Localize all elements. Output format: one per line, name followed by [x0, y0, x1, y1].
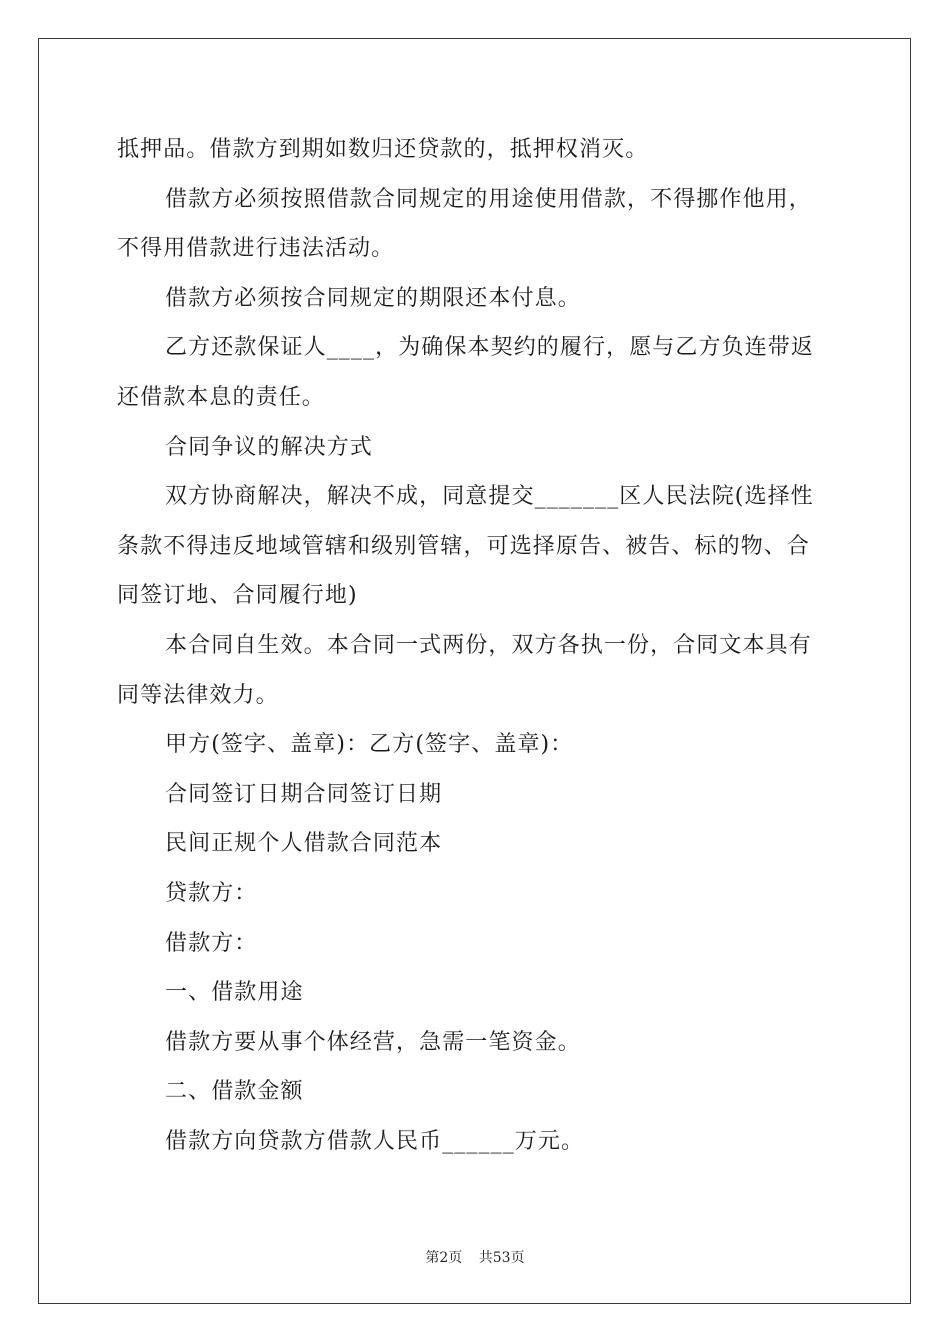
- page-number: 第2页: [425, 1250, 463, 1266]
- body-line-8: 双方协商解决，解决不成，同意提交_______区人民法院(选择性: [165, 484, 814, 510]
- document-body: [117, 125, 835, 1166]
- body-line-3: 不得用借款进行违法活动。: [117, 236, 395, 262]
- body-line-10: 同签订地、合同履行地): [117, 583, 358, 609]
- body-line-6: 还借款本息的责任。: [117, 384, 325, 410]
- body-line-19: 借款方要从事个体经营，急需一笔资金。: [165, 1029, 581, 1055]
- lender-label: 贷款方：: [165, 880, 258, 906]
- page-footer: [0, 1247, 950, 1267]
- body-line-9: 条款不得违反地域管辖和级别管辖，可选择原告、被告、标的物、合: [117, 533, 811, 559]
- body-line-5: 乙方还款保证人____，为确保本契约的履行，愿与乙方负连带返: [165, 335, 815, 361]
- section-heading-dispute: 合同争议的解决方式: [165, 434, 373, 460]
- body-line-4: 借款方必须按合同规定的期限还本付息。: [165, 285, 581, 311]
- body-line-21: 借款方向贷款方借款人民币______万元。: [165, 1128, 585, 1154]
- section-heading-amount: 二、借款金额: [165, 1079, 304, 1105]
- body-line-12: 同等法律效力。: [117, 682, 279, 708]
- signature-line: 甲方(签字、盖章)：乙方(签字、盖章)：: [165, 732, 574, 758]
- signing-date-line: 合同签订日期合同签订日期: [165, 781, 443, 807]
- contract-title: 民间正规个人借款合同范本: [165, 831, 443, 857]
- page-total: 共53页: [478, 1250, 525, 1266]
- body-line-2: 借款方必须按照借款合同规定的用途使用借款，不得挪作他用，: [165, 186, 812, 212]
- body-line-1: 抵押品。借款方到期如数归还贷款的，抵押权消灭。: [117, 137, 649, 162]
- section-heading-purpose: 一、借款用途: [165, 980, 304, 1006]
- borrower-label: 借款方：: [165, 930, 258, 956]
- body-line-11: 本合同自生效。本合同一式两份，双方各执一份，合同文本具有: [165, 632, 812, 658]
